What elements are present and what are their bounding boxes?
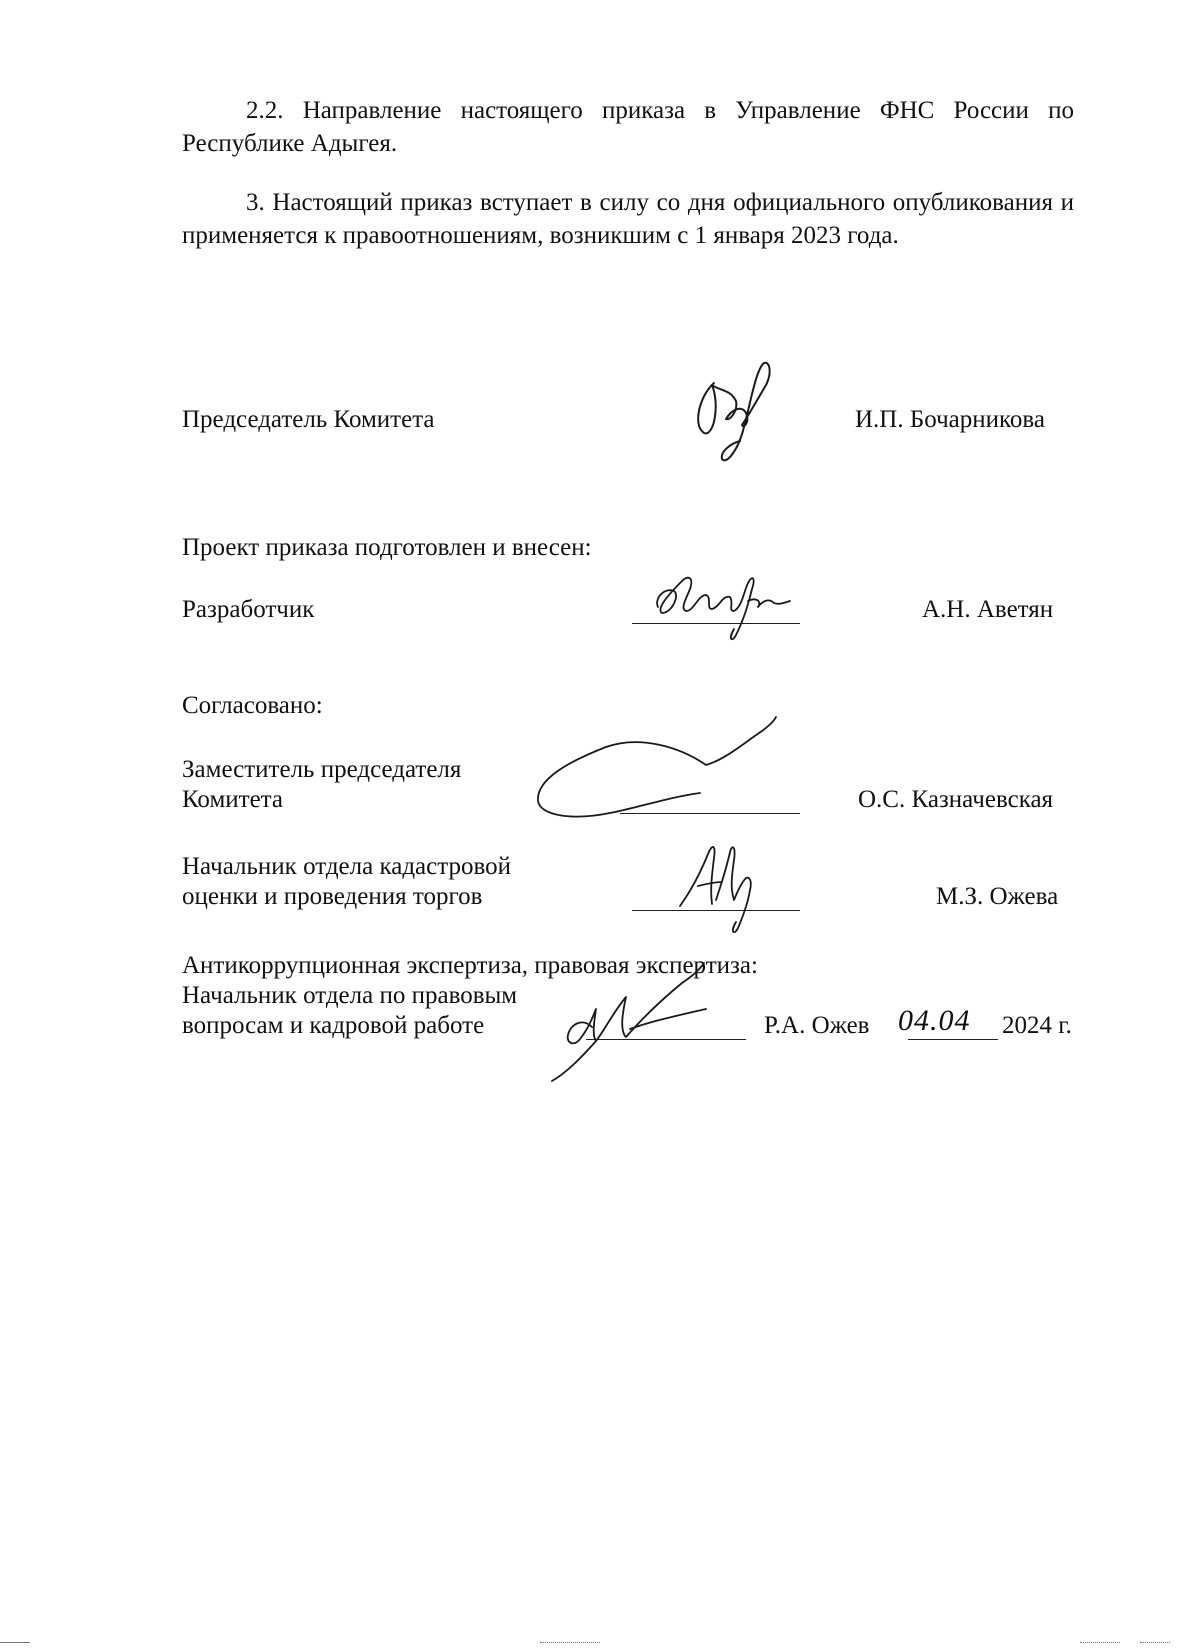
head-name: М.З. Ожева [936,883,1059,910]
paragraph-3: 3. Настоящий приказ вступает в силу со дня официального опубликования и применяется к правоотношениям, возникшим с 1 января 2023 года. [182,189,1074,249]
project-heading: Проект приказа подготовлен и внесен: [182,534,592,561]
approval-heading: Согласовано: [182,692,323,719]
developer-role: Разработчик [182,596,315,623]
expertise-signature [530,935,750,1085]
scan-artifact [540,1642,600,1643]
expertise-date-line [908,1039,998,1040]
chairman-signature [680,355,800,475]
chairman-title: Председатель Комитета [182,406,435,433]
paragraph-2-2: 2.2. Направление настоящего приказа в Управление ФНС России по Республике Адыгея. [182,97,1074,157]
expertise-name: Р.А. Ожев [764,1012,870,1039]
deputy-title-line1: Заместитель председателя [182,756,462,783]
head-title-line2: оценки и проведения торгов [182,883,483,910]
expertise-heading: Антикоррупционная экспертиза, правовая экспертиза: [182,952,758,979]
head-signature [670,830,780,940]
scan-artifact [0,1642,30,1643]
chairman-name: И.П. Бочарникова [855,406,1045,433]
deputy-name: О.С. Казначевская [858,786,1054,813]
expertise-date-suffix: 2024 г. [1002,1012,1072,1039]
expertise-title-line2: вопросам и кадровой работе [182,1012,485,1039]
developer-signature [650,555,800,645]
deputy-signature [530,705,810,825]
expertise-date-handwritten: 04.04 [898,1004,971,1037]
scan-artifact [1140,1642,1170,1643]
developer-name: А.Н. Аветян [922,596,1054,623]
expertise-title-line1: Начальник отдела по правовым [182,982,518,1009]
deputy-title-line2: Комитета [182,786,284,813]
head-title-line1: Начальник отдела кадастровой [182,853,511,880]
scan-artifact [1080,1642,1120,1643]
